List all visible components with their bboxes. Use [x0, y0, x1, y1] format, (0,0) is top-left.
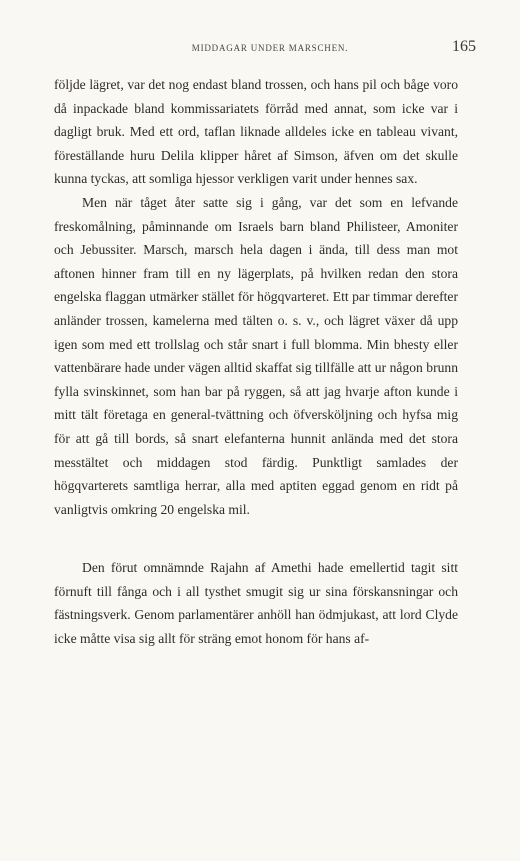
paragraph-2: Men när tåget åter satte sig i gång, var det som en lefvande freskomålning, påminnande om Israels barn bland Philisteer, Amoniter och Jebussiter. Marsch, marsch hela dagen i ända, till dess man mot aftonen hinner fram till en ny lägerplats, på hvilken redan den stora engelska flaggan utmärker stället för högqvarteret. Ett par timmar derefter anländer trossen, kamelerna med tälten o. s. v., och lägret växer då upp igen som med ett trollslag och står snart i full blomma. Min bhesty eller vattenbärare hade under vägen alltid skaffat sig tillfälle att ur någon brunn fylla svinskinnet, som han bar på ryggen, så att jag hvarje afton kunde i mitt tält företaga en general-tvättning och öfversköljning och hyfsa mig för att gå till bords, så snart elefanterna hunnit anlända med det stora messtältet och middagen stod färdig. Punktligt samlades der högqvarterets samtliga herrar, alla med aptiten eggad genom en ridt på vanligtvis omkring 20 engelska mil.	[54, 194, 458, 517]
paragraph-1: följde lägret, var det nog endast bland trossen, och hans pil och båge voro då inpackade bland kommissariatets förråd med annat, som icke var i dagligt bruk. Med ett ord, taflan liknade alldeles icke en tableau vivant, föreställande huru Delila klipper håret af Simson, äfven om det skulle kunna tyckas, att somliga hjessor verkligen varit under hennes sax.	[54, 77, 458, 187]
page-number: 165	[452, 38, 476, 55]
running-head	[80, 38, 476, 58]
paragraph-3: Den förut omnämnde Rajahn af Amethi hade emellertid tagit sitt förnuft till fånga och i all tysthet smugit sig ur sina förskansningar och fästningsverk. Genom parlamentärer anhöll han ödmjukast, att lord Clyde icke måtte visa sig allt för sträng emot honom för hans af-	[54, 560, 458, 647]
body-text	[54, 73, 458, 651]
running-title: MIDDAGAR UNDER MARSCHEN.	[191, 43, 349, 53]
